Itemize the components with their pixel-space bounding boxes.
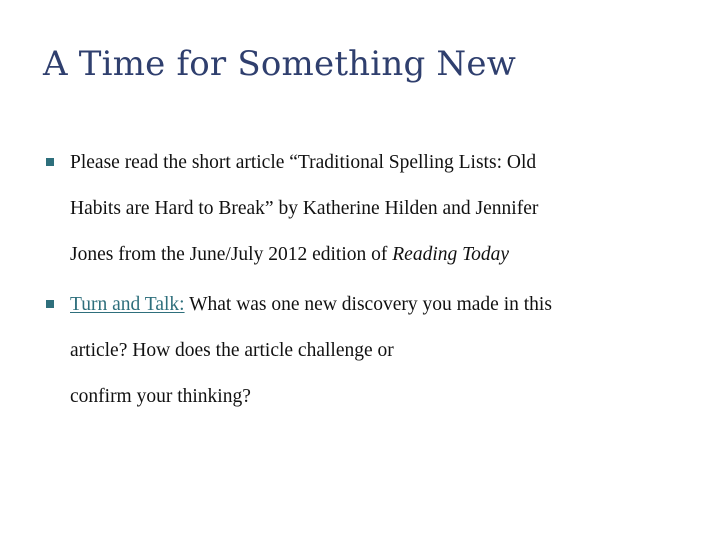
bullet-line: Habits are Hard to Break” by Katherine Hilden and Jennifer <box>70 198 539 219</box>
slide-title: A Time for Something New <box>43 44 516 84</box>
bullet-text: Jones from the June/July 2012 edition of <box>70 244 393 265</box>
bullet-line: Please read the short article “Traditional Spelling Lists: Old <box>70 152 537 173</box>
turn-and-talk-label: Turn and Talk: <box>70 294 185 315</box>
bullet-line: confirm your thinking? <box>70 386 251 407</box>
bullet-line <box>70 232 684 278</box>
bullet-item-turn-and-talk <box>44 282 684 420</box>
bullet-text: What was one new discovery you made in this <box>184 294 552 315</box>
bullet-list <box>44 140 684 420</box>
bullet-line <box>70 282 684 328</box>
bullet-line: article? How does the article challenge or <box>70 340 394 361</box>
bullet-item-reading <box>44 140 684 278</box>
square-bullet-icon <box>46 158 54 166</box>
square-bullet-icon <box>46 300 54 308</box>
publication-title: Reading Today <box>392 244 510 265</box>
